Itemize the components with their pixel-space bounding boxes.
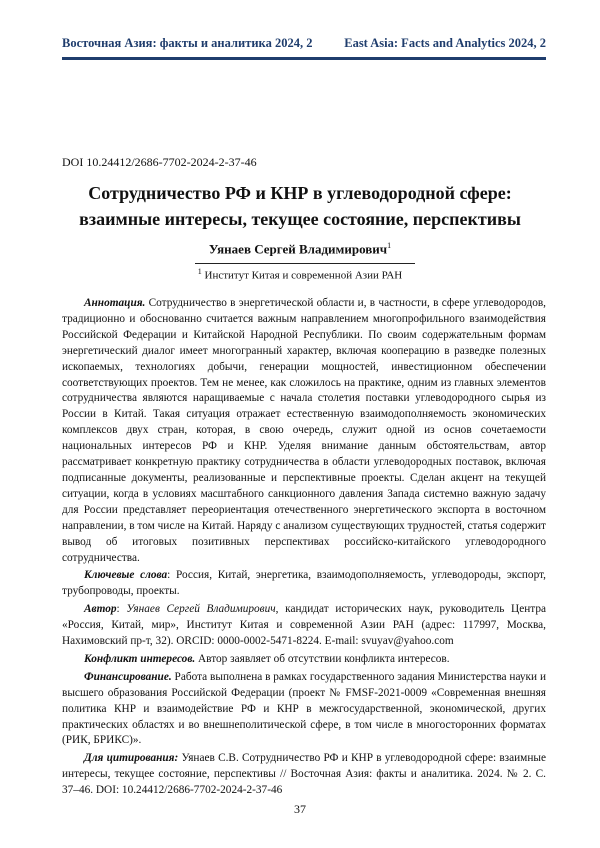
citation [62,751,546,799]
author-info-text: , кандидат исторических наук, руководитель Центра «Россия, Китай, мир», Институт Китая и современной Азии РАН (адрес: 117997, Москва, Нахимовский пр-т, 32). ORCID: 0000-0002-5471-8224. E-mail: svuyav@yahoo.com [62,603,546,648]
affiliation-mark: 1 [197,267,202,276]
header-journal-ru: Восточная Азия: факты и аналитика 2024, 2 [62,36,313,50]
author-info-name: Уянаев Сергей Владимирович [126,603,276,616]
page-number: 37 [294,802,306,816]
header-rule [62,57,546,60]
author-line [0,241,600,257]
article-title [40,180,560,232]
header-journal-en: East Asia: Facts and Analytics 2024, 2 [344,36,546,50]
keywords-label: Ключевые слова [84,569,168,582]
funding-label: Финансирование. [84,670,172,683]
author-mark: 1 [387,241,392,250]
citation-label: Для цитирования: [84,752,179,765]
abstract-label: Аннотация. [84,297,146,309]
author-info-sep: : [116,603,127,616]
citation-text: Уянаев С.В. Сотрудничество РФ и КНР в углеводородной сфере: взаимные интересы, текущее состояние, перспективы // Восточная Азия: факты и аналитика. 2024. № 2. С. 37–46. DOI: 10.24412/2686-7702-2024-2-37-46 [62,752,546,797]
conflict-label: Конфликт интересов. [84,652,196,665]
affiliation [0,267,600,282]
conflict [62,652,546,668]
abstract-text: Сотрудничество в энергетической области и, в частности, в сфере углеводородов, традиционно и обоснованно считается важным направлением многопрофильного взаимодействия Российской Федерации и Китайской Народной Республики. По своим содержательным формам энергетический диалог имеет многогранный характер, включая кооперацию в разведке полезных ископаемых, технологиях добычи, генерации мощностей, инвестиционном обеспечении соответствующих проектов. Тем не менее, как сложилось на практике, одним из главных элементов сотрудничества являются наращиваемые с начала столетия поставки углеводородного сырья из России в Китай. Такая ситуация отражает естественную взаимодополняемость экономических комплексов двух стран, которая, в свою очередь, служит одной из основ сочетаемости национальных интересов РФ и КНР. Уделяя внимание данным обстоятельствам, автор рассматривает конкретную практику сотрудничества в области углеводородных поставок, включая подписанные документы, реализованные и перспективные проекты. Сделан акцент на текущей ситуации, когда в условиях масштабного санкционного давления Запада системно важную задачу для России представляет переориентация отечественного энергетического экспорта в восточном направлении, в том числе на Китай. Наряду с анализом существующих трудностей, статья содержит вывод об итоговых позитивных перспективах российско-китайского углеводородного сотрудничества. [62,297,546,564]
keywords-text: : Россия, Китай, энергетика, взаимодополняемость, углеводороды, экспорт, трубопроводы, проекты. [62,569,546,598]
funding [62,670,546,750]
abstract [62,296,546,566]
conflict-text: Автор заявляет об отсутствии конфликта интересов. [195,652,450,665]
doi: DOI 10.24412/2686-7702-2024-2-37-46 [62,155,257,169]
affiliation-rule [195,263,415,264]
affiliation-text: Институт Китая и современной Азии РАН [204,269,403,282]
running-header [62,36,546,51]
title-line-1: Сотрудничество РФ и КНР в углеводородной сфере: [88,183,512,203]
funding-text: Работа выполнена в рамках государственного задания Министерства науки и высшего образования Российской Федерации (проект № FMSF-2021-0009 «Современная внешняя политика КНР и взаимодействие РФ и КНР в межгосударственной, экономической, других практических областях и во внешнеполитической сфере, в том числе в многосторонних форматах (РИК, БРИКС)». [62,670,546,747]
author-name: Уянаев Сергей Владимирович [208,241,388,257]
title-line-2: взаимные интересы, текущее состояние, перспективы [79,209,521,229]
keywords [62,568,546,600]
front-matter [62,296,546,801]
author-info [62,602,546,650]
author-info-label: Автор [84,603,117,616]
